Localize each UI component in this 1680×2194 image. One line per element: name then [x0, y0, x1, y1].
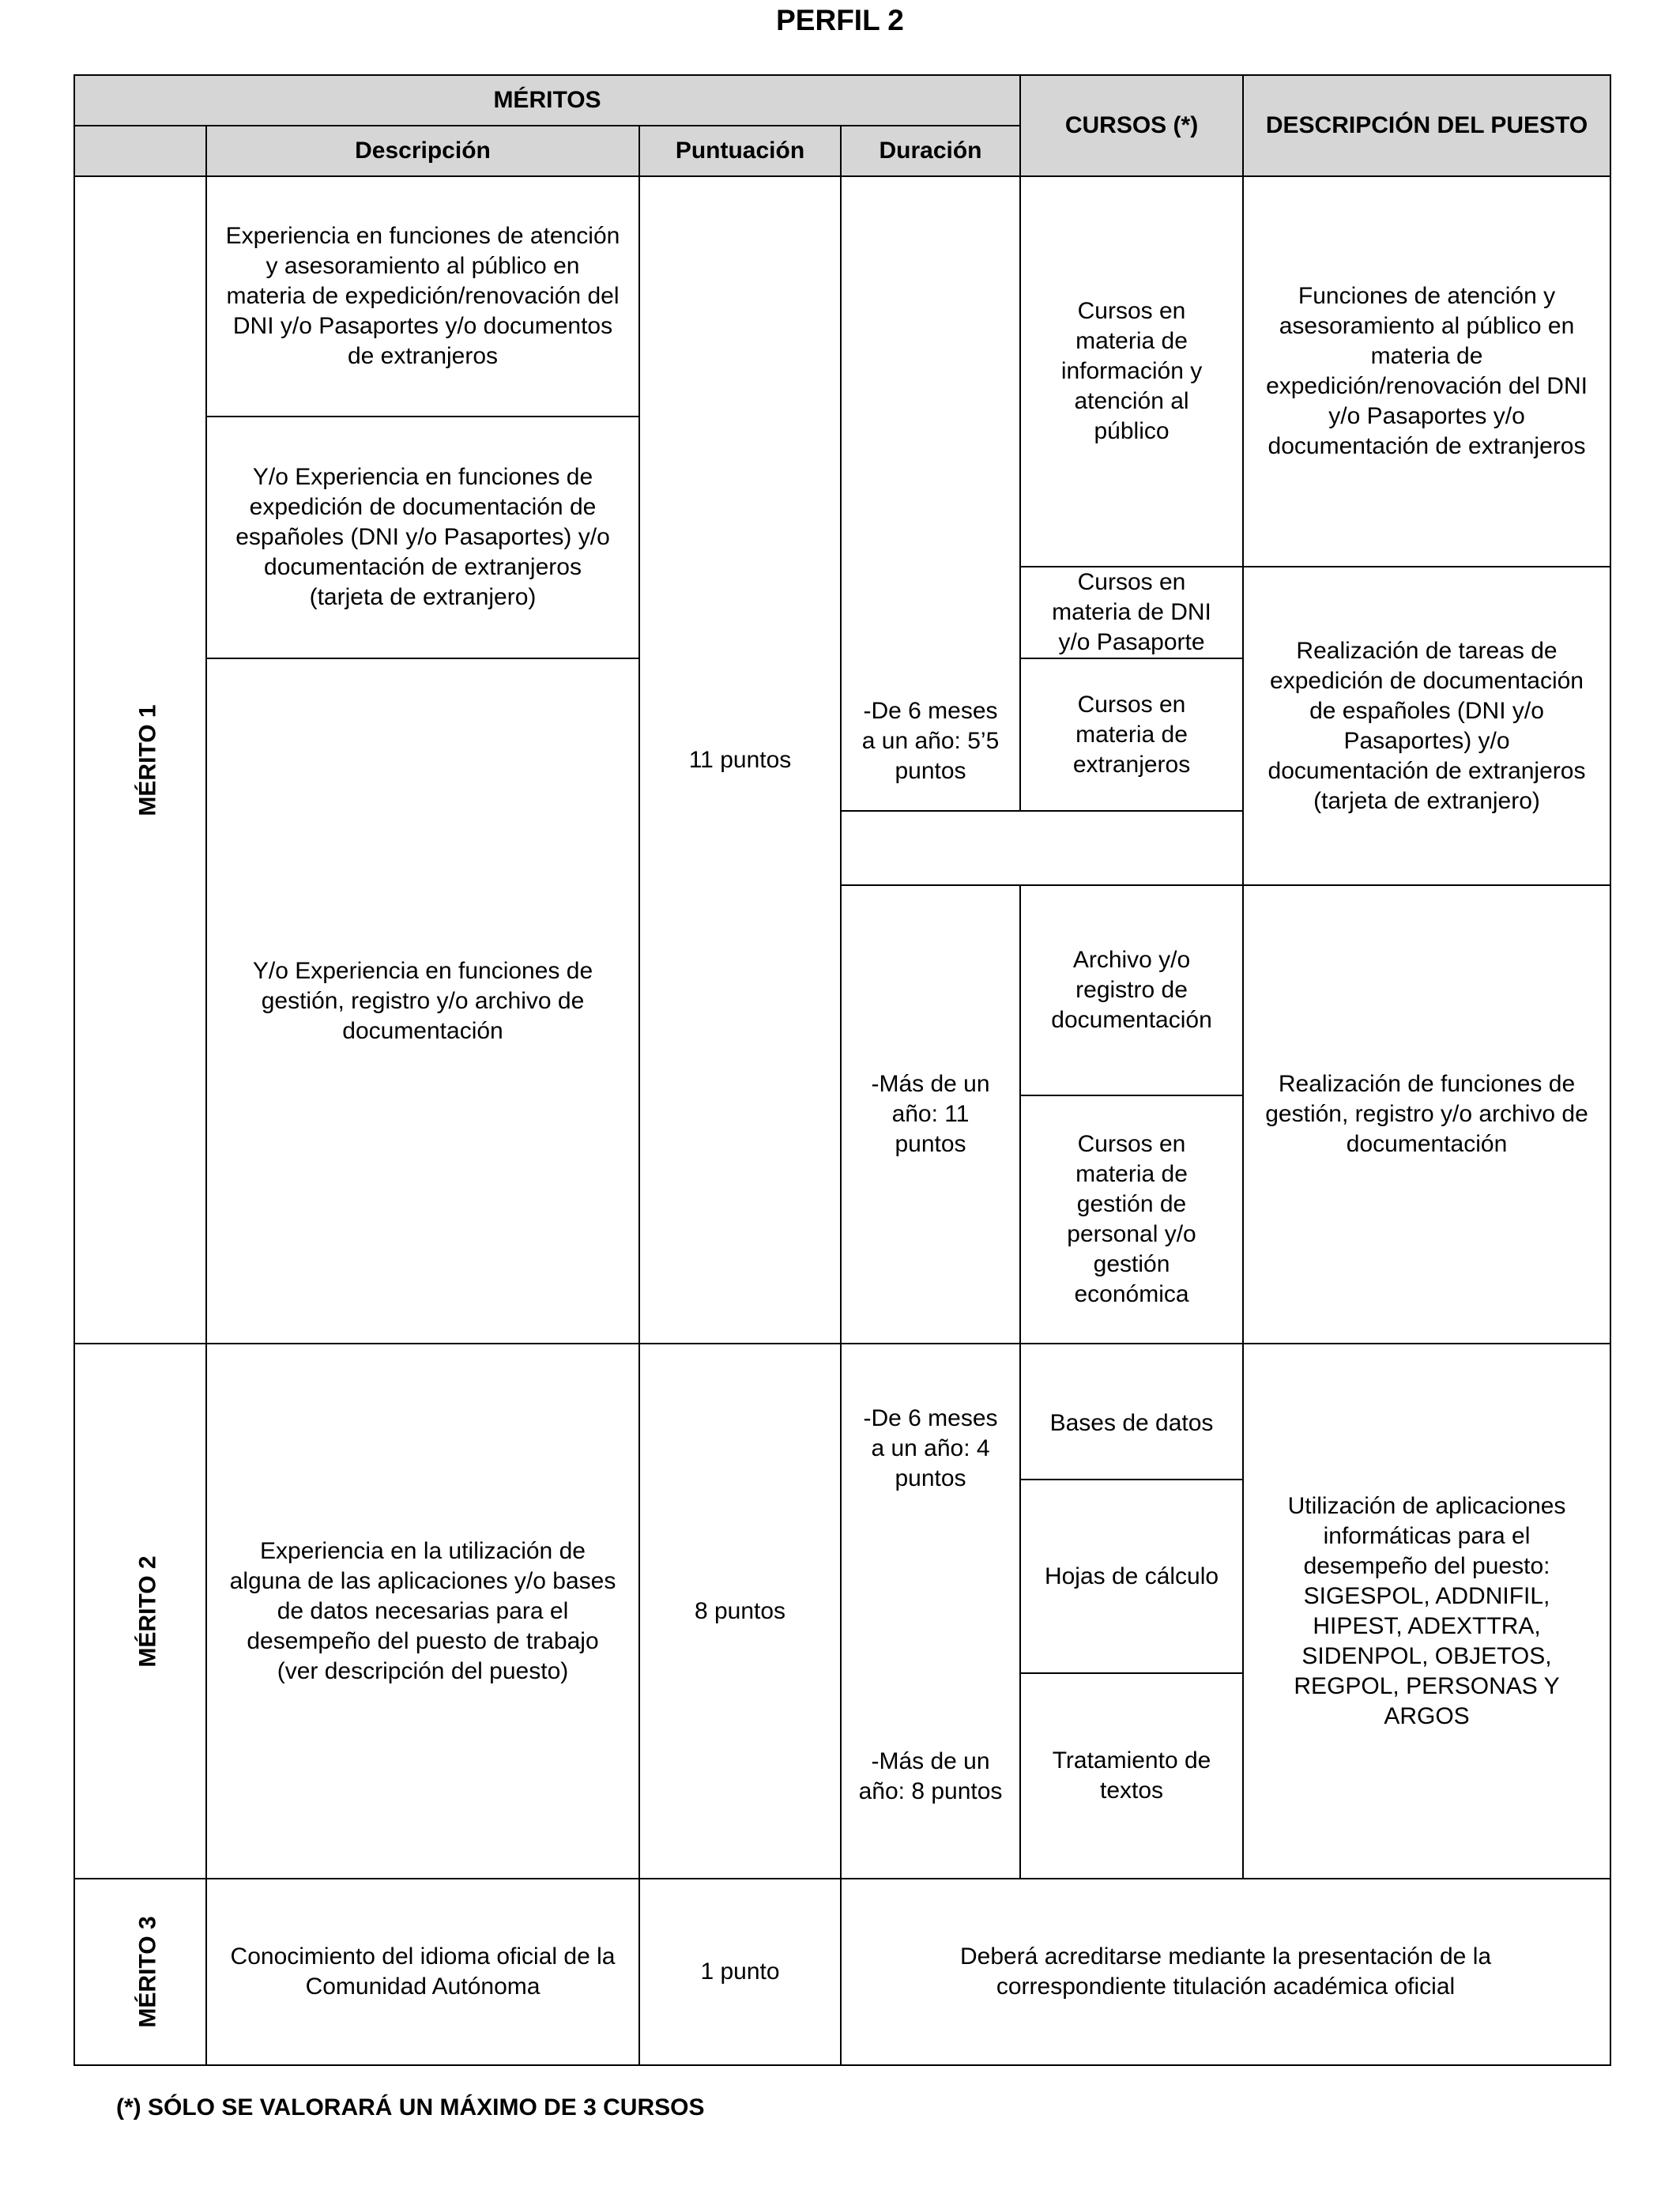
merito1-desc-b: Y/o Experiencia en funciones de expedición de documentación de españoles (DNI y/o Pasaportes) y/o documentación de extranjeros (tarjeta de extranjero) — [206, 417, 639, 658]
header-meritos: MÉRITOS — [74, 75, 1020, 126]
page-title: PERFIL 2 — [776, 4, 904, 36]
merito2-label: MÉRITO 2 — [134, 1555, 161, 1668]
merito1-puesto-2: Realización de tareas de expedición de documentación de españoles (DNI y/o Pasaportes) y/o documentación de extranjeros (tarjeta de extranjero) — [1243, 567, 1610, 885]
merito2-desc: Experiencia en la utilización de alguna de las aplicaciones y/o bases de datos necesarias para el desempeño del puesto de trabajo (ver descripción del puesto) — [206, 1344, 639, 1879]
merito3-puntuacion: 1 punto — [639, 1879, 841, 2065]
merito1-curso-4: Archivo y/o registro de documentación — [1020, 885, 1243, 1095]
merito1-curso-5: Cursos en materia de gestión de personal y/o gestión económica — [1020, 1095, 1243, 1344]
header-descripcion-puesto: DESCRIPCIÓN DEL PUESTO — [1243, 75, 1610, 176]
merito1-duracion-1 — [841, 176, 1020, 811]
merito2-label-cell — [74, 1344, 206, 1879]
merito1-curso-3: Cursos en materia de extranjeros — [1020, 658, 1243, 811]
merito3-acreditacion: Deberá acreditarse mediante la presentación de la correspondiente titulación académica oficial — [841, 1879, 1610, 2065]
merito2-duracion-cell — [841, 1344, 1020, 1879]
merito2-puntuacion: 8 puntos — [639, 1344, 841, 1879]
header-descripcion: Descripción — [206, 126, 639, 176]
merito3-desc: Conocimiento del idioma oficial de la Comunidad Autónoma — [206, 1879, 639, 2065]
merito1-curso-1: Cursos en materia de información y atención al público — [1020, 176, 1243, 567]
merito3-label: MÉRITO 3 — [134, 1916, 161, 2028]
merito2-curso-2: Hojas de cálculo — [1020, 1480, 1243, 1673]
merito1-desc-c: Y/o Experiencia en funciones de gestión, registro y/o archivo de documentación — [206, 658, 639, 1344]
merito2-puesto: Utilización de aplicaciones informáticas para el desempeño del puesto: SIGESPOL, ADDNIFIL, HIPEST, ADEXTTRA, SIDENPOL, OBJETOS, REGPOL, PERSONAS Y ARGOS — [1243, 1344, 1610, 1879]
footnote: (*) SÓLO SE VALORARÁ UN MÁXIMO DE 3 CURSOS — [116, 2094, 705, 2120]
merito1-duracion-2: -Más de un año: 11 puntos — [841, 885, 1020, 1344]
header-puntuacion: Puntuación — [639, 126, 841, 176]
merito1-duracion-1-text: -De 6 meses a un año: 5’5 puntos — [861, 698, 1000, 784]
merito1-puesto-1: Funciones de atención y asesoramiento al público en materia de expedición/renovación del DNI y/o Pasaportes y/o documentación de extranjeros — [1243, 176, 1610, 567]
header-empty — [74, 126, 206, 176]
merito1-label: MÉRITO 1 — [134, 703, 161, 816]
merito2-duracion-2: -Más de un año: 8 puntos — [858, 1748, 1003, 1804]
merito1-label-cell — [74, 176, 206, 1344]
merito2-duracion-1: -De 6 meses a un año: 4 puntos — [863, 1405, 998, 1491]
merito2-curso-1: Bases de datos — [1020, 1344, 1243, 1480]
meritos-table — [73, 74, 1611, 2066]
header-cursos: CURSOS (*) — [1020, 75, 1243, 176]
merito1-puntuacion: 11 puntos — [639, 176, 841, 1344]
merito1-puesto-3: Realización de funciones de gestión, registro y/o archivo de documentación — [1243, 885, 1610, 1344]
merito1-curso-2: Cursos en materia de DNI y/o Pasaporte — [1020, 567, 1243, 658]
merito3-label-cell — [74, 1879, 206, 2065]
merito2-curso-3: Tratamiento de textos — [1020, 1673, 1243, 1879]
header-duracion: Duración — [841, 126, 1020, 176]
merito1-desc-a: Experiencia en funciones de atención y asesoramiento al público en materia de expedición/renovación del DNI y/o Pasaportes y/o documentos de extranjeros — [206, 176, 639, 417]
